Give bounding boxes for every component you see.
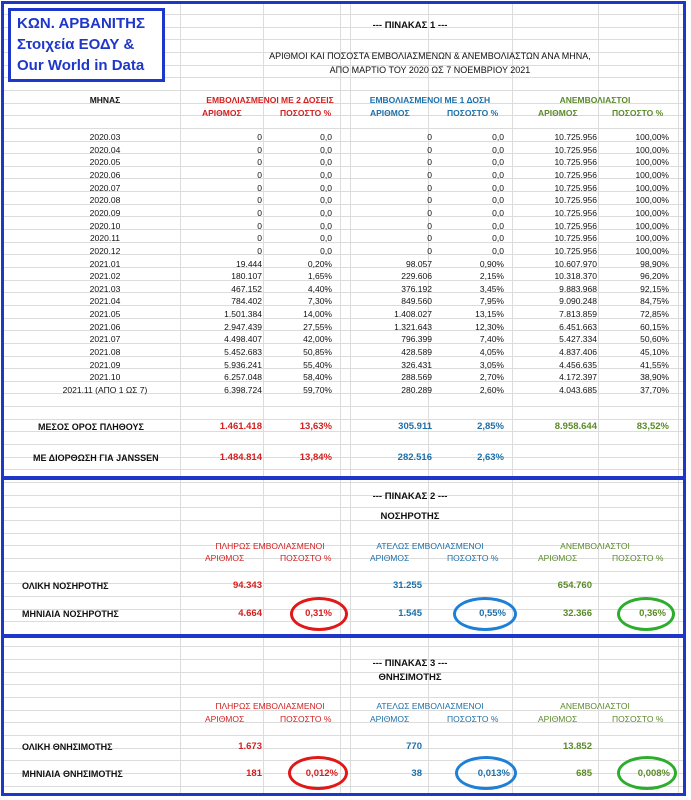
cell-partial-percent: 7,95%	[479, 296, 504, 307]
table1-group-full: ΕΜΒΟΛΙΑΣΜΕΝΟΙ ΜΕ 2 ΔΟΣΕΙΣ	[206, 95, 334, 105]
table1-janssen-partial-number: 282.516	[397, 452, 432, 463]
table1-sub-number-full: ΑΡΙΘΜΟΣ	[202, 108, 242, 118]
cell-full-number: 0	[257, 182, 262, 193]
table3-monthly-full-percent: 0,012%	[305, 768, 338, 779]
table2-sub-number-partial: ΑΡΙΘΜΟΣ	[370, 553, 410, 563]
cell-partial-number: 0	[427, 169, 432, 180]
table2-total-label: ΟΛΙΚΗ ΝΟΣΗΡΟΤΗΣ	[22, 581, 109, 591]
cell-partial-percent: 4,05%	[479, 347, 504, 358]
cell-full-number: 5.452.683	[224, 347, 262, 358]
table3-sub-percent-full: ΠΟΣΟΣΤΟ %	[280, 714, 332, 724]
table1-subtitle-2: ΑΠΟ ΜΑΡΤΙΟ ΤΟΥ 2020 ΩΣ 7 ΝΟΕΜΒΡΙΟΥ 2021	[329, 65, 531, 75]
table2-monthly-full-number: 4.664	[238, 608, 262, 619]
table2-sub-number-unvax: ΑΡΙΘΜΟΣ	[538, 553, 578, 563]
cell-unvax-number: 10.725.956	[554, 157, 597, 168]
highlight-circle-blue	[455, 756, 517, 790]
cell-unvax-number: 9.090.248	[559, 296, 597, 307]
cell-month: 2021.11 (ΑΠΟ 1 ΩΣ 7)	[62, 385, 148, 395]
cell-partial-number: 0	[427, 220, 432, 231]
table1-group-partial: ΕΜΒΟΛΙΑΣΜΕΝΟΙ ΜΕ 1 ΔΟΣΗ	[369, 95, 491, 105]
cell-partial-number: 0	[427, 157, 432, 168]
cell-unvax-percent: 100,00%	[635, 157, 669, 168]
cell-partial-number: 229.606	[401, 271, 432, 282]
table3-monthly-unvax-number: 685	[576, 768, 592, 779]
cell-partial-percent: 0,0	[492, 233, 504, 244]
cell-full-percent: 42,00%	[303, 334, 332, 345]
cell-unvax-percent: 38,90%	[640, 372, 669, 383]
table3-group-unvax: ΑΝΕΜΒΟΛΙΑΣΤΟΙ	[560, 701, 630, 711]
table3-heading: --- ΠΙΝΑΚΑΣ 3 ---	[372, 658, 448, 669]
table2-group-unvax: ΑΝΕΜΒΟΛΙΑΣΤΟΙ	[560, 541, 630, 551]
cell-full-percent: 0,0	[320, 144, 332, 155]
cell-full-percent: 7,30%	[307, 296, 332, 307]
author-name: ΚΩΝ. ΑΡΒΑΝΙΤΗΣ	[17, 15, 145, 32]
cell-full-number: 0	[257, 207, 262, 218]
table2-monthly-partial-percent: 0,55%	[479, 608, 506, 619]
table3-sub-number-partial: ΑΡΙΘΜΟΣ	[370, 714, 410, 724]
table3-group-full: ΠΛΗΡΩΣ ΕΜΒΟΛΙΑΣΜΕΝΟΙ	[215, 701, 325, 711]
cell-month: 2021.07	[89, 334, 121, 345]
cell-month: 2021.10	[89, 372, 121, 383]
cell-partial-percent: 0,90%	[479, 258, 504, 269]
cell-unvax-percent: 45,10%	[640, 347, 669, 358]
cell-full-number: 0	[257, 132, 262, 142]
cell-unvax-percent: 100,00%	[635, 245, 669, 256]
table1-sub-percent-unvax: ΠΟΣΟΣΤΟ %	[612, 108, 664, 118]
highlight-circle-blue	[453, 597, 517, 631]
table1-janssen-full-percent: 13,84%	[299, 452, 332, 463]
highlight-circle-green	[617, 756, 677, 790]
cell-month: 2020.03	[89, 132, 121, 142]
table3-total-partial: 770	[406, 741, 422, 752]
highlight-circle-green	[617, 597, 675, 631]
cell-month: 2021.04	[89, 296, 121, 307]
cell-full-percent: 0,0	[320, 245, 332, 256]
cell-unvax-percent: 92,15%	[640, 283, 669, 294]
cell-full-percent: 50,85%	[303, 347, 332, 358]
cell-month: 2020.10	[89, 220, 121, 231]
cell-partial-number: 0	[427, 144, 432, 155]
cell-full-number: 19.444	[236, 258, 262, 269]
cell-partial-number: 1.408.027	[394, 309, 432, 320]
cell-unvax-percent: 60,15%	[640, 321, 669, 332]
source-line-2: Our World in Data	[17, 57, 145, 74]
cell-unvax-percent: 72,85%	[640, 309, 669, 320]
cell-full-number: 467.152	[231, 283, 262, 294]
cell-unvax-percent: 100,00%	[635, 132, 669, 142]
cell-full-percent: 0,0	[320, 157, 332, 168]
cell-full-percent: 0,0	[320, 195, 332, 206]
cell-month: 2020.12	[89, 245, 121, 256]
cell-month: 2020.09	[89, 207, 121, 218]
cell-unvax-percent: 100,00%	[635, 182, 669, 193]
cell-month: 2021.02	[89, 271, 121, 282]
table1-group-unvax: ΑΝΕΜΒΟΛΙΑΣΤΟΙ	[559, 95, 631, 105]
cell-full-number: 0	[257, 220, 262, 231]
table2-heading: --- ΠΙΝΑΚΑΣ 2 ---	[372, 491, 448, 502]
cell-month: 2020.07	[89, 182, 121, 193]
table3-sub-number-full: ΑΡΙΘΜΟΣ	[205, 714, 245, 724]
cell-unvax-percent: 41,55%	[640, 359, 669, 370]
table1-avg-partial-percent: 2,85%	[477, 421, 504, 432]
cell-full-percent: 0,0	[320, 169, 332, 180]
cell-partial-number: 376.192	[401, 283, 432, 294]
cell-unvax-number: 10.725.956	[554, 207, 597, 218]
cell-partial-number: 428.589	[401, 347, 432, 358]
cell-full-number: 6.398.724	[224, 385, 262, 395]
cell-unvax-percent: 37,70%	[640, 385, 669, 395]
table2-sub-number-full: ΑΡΙΘΜΟΣ	[205, 553, 245, 563]
table3-total-full: 1.673	[238, 741, 262, 752]
table2-monthly-unvax-percent: 0,36%	[639, 608, 666, 619]
table1-col-month: ΜΗΝΑΣ	[89, 95, 121, 105]
table1-avg-full-number: 1.461.418	[219, 421, 262, 432]
table2-total-partial: 31.255	[392, 580, 422, 591]
table2-sub-percent-partial: ΠΟΣΟΣΤΟ %	[447, 553, 499, 563]
cell-full-number: 180.107	[231, 271, 262, 282]
cell-full-percent: 55,40%	[303, 359, 332, 370]
cell-partial-percent: 12,30%	[475, 321, 504, 332]
table1-sub-number-unvax: ΑΡΙΘΜΟΣ	[538, 108, 578, 118]
cell-unvax-percent: 100,00%	[635, 169, 669, 180]
cell-partial-percent: 2,15%	[479, 271, 504, 282]
cell-unvax-number: 7.813.859	[559, 309, 597, 320]
table3-monthly-partial-number: 38	[411, 768, 422, 779]
cell-unvax-number: 10.725.956	[554, 195, 597, 206]
cell-unvax-number: 5.427.334	[559, 334, 597, 345]
cell-month: 2021.08	[89, 347, 121, 358]
cell-month: 2020.11	[89, 233, 121, 244]
cell-unvax-number: 10.725.956	[554, 144, 597, 155]
cell-partial-percent: 7,40%	[479, 334, 504, 345]
source-line: Στοιχεία ΕΟΔΥ &	[17, 36, 135, 53]
table2-monthly-full-percent: 0,31%	[305, 608, 332, 619]
table3-sub-percent-partial: ΠΟΣΟΣΤΟ %	[447, 714, 499, 724]
cell-full-percent: 4,40%	[307, 283, 332, 294]
cell-unvax-percent: 84,75%	[640, 296, 669, 307]
cell-partial-number: 0	[427, 195, 432, 206]
cell-partial-number: 1.321.643	[394, 321, 432, 332]
cell-unvax-number: 10.725.956	[554, 182, 597, 193]
table1-sub-percent-full: ΠΟΣΟΣΤΟ %	[280, 108, 332, 118]
cell-unvax-percent: 98,90%	[640, 258, 669, 269]
table3-subtitle: ΘΝΗΣΙΜΟΤΗΣ	[378, 672, 442, 683]
cell-unvax-number: 6.451.663	[559, 321, 597, 332]
cell-month: 2020.08	[89, 195, 121, 206]
table2-monthly-label: ΜΗΝΙΑΙΑ ΝΟΣΗΡΟΤΗΣ	[22, 609, 119, 619]
cell-full-number: 784.402	[231, 296, 262, 307]
table2-subtitle: ΝΟΣΗΡΟΤΗΣ	[380, 511, 440, 522]
table2-total-full: 94.343	[232, 580, 262, 591]
cell-partial-number: 0	[427, 132, 432, 142]
cell-month: 2021.03	[89, 283, 121, 294]
cell-full-percent: 1,65%	[307, 271, 332, 282]
table1-sub-percent-partial: ΠΟΣΟΣΤΟ %	[447, 108, 499, 118]
table1-heading: --- ΠΙΝΑΚΑΣ 1 ---	[372, 20, 448, 31]
cell-unvax-number: 10.725.956	[554, 245, 597, 256]
cell-full-number: 6.257.048	[224, 372, 262, 383]
cell-full-percent: 0,0	[320, 233, 332, 244]
cell-month: 2021.05	[89, 309, 121, 320]
cell-partial-percent: 13,15%	[475, 309, 504, 320]
cell-full-percent: 0,0	[320, 220, 332, 231]
cell-unvax-percent: 100,00%	[635, 195, 669, 206]
cell-unvax-number: 10.725.956	[554, 233, 597, 244]
cell-full-number: 1.501.384	[224, 309, 262, 320]
cell-unvax-number: 9.883.968	[559, 283, 597, 294]
table2-monthly-unvax-number: 32.366	[562, 608, 592, 619]
table1-sub-number-partial: ΑΡΙΘΜΟΣ	[370, 108, 410, 118]
table1-avg-partial-number: 305.911	[398, 421, 432, 432]
table2-sub-percent-unvax: ΠΟΣΟΣΤΟ %	[612, 553, 664, 563]
table2-monthly-partial-number: 1.545	[398, 608, 422, 619]
table3-group-partial: ΑΤΕΛΩΣ ΕΜΒΟΛΙΑΣΜΕΝΟΙ	[376, 701, 484, 711]
separator-2	[4, 634, 686, 638]
cell-unvax-number: 4.456.635	[559, 359, 597, 370]
cell-partial-number: 0	[427, 233, 432, 244]
table2-group-partial: ΑΤΕΛΩΣ ΕΜΒΟΛΙΑΣΜΕΝΟΙ	[376, 541, 484, 551]
cell-month: 2020.06	[89, 169, 121, 180]
table3-total-unvax: 13.852	[562, 741, 592, 752]
cell-partial-percent: 3,45%	[479, 283, 504, 294]
cell-unvax-percent: 100,00%	[635, 144, 669, 155]
cell-full-percent: 0,0	[320, 182, 332, 193]
table1-avg-label: ΜΕΣΟΣ ΟΡΟΣ ΠΛΗΘΟΥΣ	[38, 422, 144, 432]
cell-full-percent: 59,70%	[303, 385, 332, 395]
cell-unvax-percent: 100,00%	[635, 233, 669, 244]
table1-janssen-full-number: 1.484.814	[219, 452, 262, 463]
cell-unvax-percent: 96,20%	[640, 271, 669, 282]
cell-unvax-percent: 100,00%	[635, 220, 669, 231]
cell-unvax-number: 4.837.406	[559, 347, 597, 358]
cell-unvax-number: 10.318.370	[554, 271, 597, 282]
table3-monthly-partial-percent: 0,013%	[477, 768, 510, 779]
cell-partial-percent: 0,0	[492, 157, 504, 168]
table3-sub-percent-unvax: ΠΟΣΟΣΤΟ %	[612, 714, 664, 724]
table3-monthly-unvax-percent: 0,008%	[637, 768, 670, 779]
cell-full-number: 0	[257, 195, 262, 206]
cell-partial-number: 98.057	[406, 258, 432, 269]
cell-month: 2020.04	[89, 144, 121, 155]
table1-avg-unvax-number: 8.958.644	[554, 421, 597, 432]
cell-partial-number: 849.560	[401, 296, 432, 307]
cell-partial-percent: 0,0	[492, 144, 504, 155]
cell-unvax-number: 10.607.970	[554, 258, 597, 269]
cell-partial-percent: 0,0	[492, 220, 504, 231]
table3-total-label: ΟΛΙΚΗ ΘΝΗΣΙΜΟΤΗΣ	[22, 742, 113, 752]
cell-partial-number: 326.431	[401, 359, 432, 370]
cell-full-percent: 0,20%	[307, 258, 332, 269]
cell-full-number: 5.936.241	[224, 359, 262, 370]
cell-unvax-percent: 50,60%	[640, 334, 669, 345]
cell-partial-number: 280.289	[401, 385, 432, 395]
cell-full-percent: 0,0	[320, 207, 332, 218]
cell-partial-percent: 2,60%	[479, 385, 504, 395]
table3-monthly-full-number: 181	[246, 768, 262, 779]
cell-unvax-number: 10.725.956	[554, 132, 597, 142]
cell-partial-percent: 0,0	[492, 132, 504, 142]
cell-partial-number: 288.569	[401, 372, 432, 383]
table1-janssen-partial-percent: 2,63%	[477, 452, 504, 463]
cell-unvax-number: 4.043.685	[559, 385, 597, 395]
cell-full-number: 2.947.439	[224, 321, 262, 332]
cell-full-number: 0	[257, 157, 262, 168]
table2-total-unvax: 654.760	[557, 580, 592, 591]
table3-sub-number-unvax: ΑΡΙΘΜΟΣ	[538, 714, 578, 724]
cell-month: 2021.09	[89, 359, 121, 370]
cell-unvax-percent: 100,00%	[635, 207, 669, 218]
cell-unvax-number: 10.725.956	[554, 220, 597, 231]
separator-1	[4, 476, 686, 480]
cell-full-number: 0	[257, 245, 262, 256]
cell-full-percent: 14,00%	[303, 309, 332, 320]
cell-full-number: 4.498.407	[224, 334, 262, 345]
table1-avg-full-percent: 13,63%	[299, 421, 332, 432]
cell-partial-percent: 0,0	[492, 195, 504, 206]
highlight-circle-red	[290, 597, 348, 631]
cell-partial-number: 0	[427, 182, 432, 193]
cell-full-percent: 27,55%	[303, 321, 332, 332]
cell-partial-number: 796.399	[401, 334, 432, 345]
cell-partial-percent: 0,0	[492, 182, 504, 193]
cell-full-percent: 0,0	[320, 132, 332, 142]
cell-full-number: 0	[257, 233, 262, 244]
cell-partial-percent: 0,0	[492, 169, 504, 180]
table2-group-full: ΠΛΗΡΩΣ ΕΜΒΟΛΙΑΣΜΕΝΟΙ	[215, 541, 325, 551]
cell-partial-percent: 3,05%	[479, 359, 504, 370]
cell-month: 2021.01	[89, 258, 121, 269]
cell-partial-percent: 0,0	[492, 245, 504, 256]
cell-month: 2020.05	[89, 157, 121, 168]
highlight-circle-red	[288, 756, 348, 790]
cell-partial-percent: 0,0	[492, 207, 504, 218]
author-title-box	[8, 8, 165, 82]
table1-janssen-label: ΜΕ ΔΙΟΡΘΩΣΗ ΓΙΑ JANSSEN	[33, 453, 159, 463]
table3-monthly-label: ΜΗΝΙΑΙΑ ΘΝΗΣΙΜΟΤΗΣ	[22, 769, 123, 779]
cell-full-number: 0	[257, 144, 262, 155]
cell-unvax-number: 4.172.397	[559, 372, 597, 383]
table1-avg-unvax-percent: 83,52%	[636, 421, 669, 432]
cell-partial-number: 0	[427, 245, 432, 256]
cell-month: 2021.06	[89, 321, 121, 332]
cell-unvax-number: 10.725.956	[554, 169, 597, 180]
cell-partial-number: 0	[427, 207, 432, 218]
cell-partial-percent: 2,70%	[479, 372, 504, 383]
table2-sub-percent-full: ΠΟΣΟΣΤΟ %	[280, 553, 332, 563]
cell-full-percent: 58,40%	[303, 372, 332, 383]
table1-subtitle-1: ΑΡΙΘΜΟΙ ΚΑΙ ΠΟΣΟΣΤΑ ΕΜΒΟΛΙΑΣΜΕΝΩΝ & ΑΝΕΜΒΟΛΙΑΣΤΩΝ ΑΝΑ ΜΗΝΑ,	[269, 51, 591, 61]
cell-full-number: 0	[257, 169, 262, 180]
